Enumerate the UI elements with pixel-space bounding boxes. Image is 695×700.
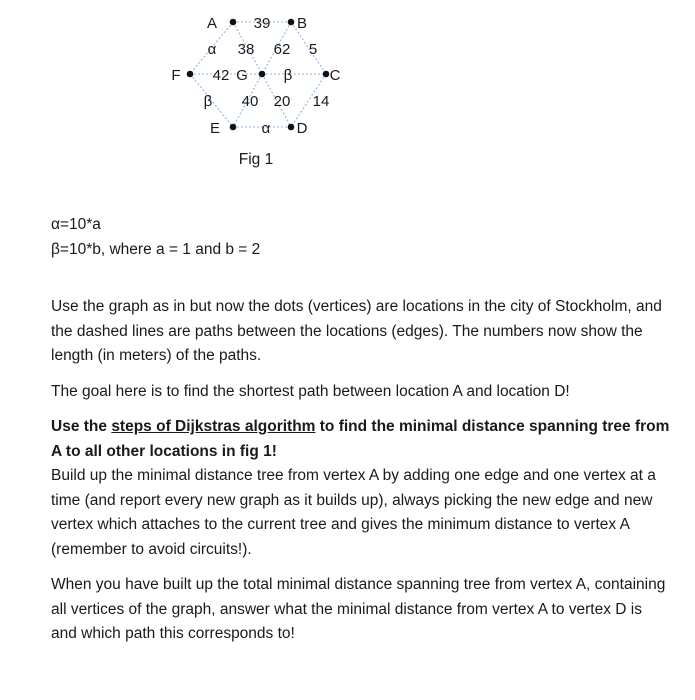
- paragraph-goal: The goal here is to find the shortest path between location A and location D!: [51, 382, 570, 400]
- paragraph-context: Use the graph as in but now the dots (vertices) are locations in the city of Stockholm, and the dashed lines are paths between the locations (edges). The numbers now show the length (in meters) of the paths.: [51, 298, 662, 364]
- vertex-A: [230, 19, 237, 26]
- edge-weight-GC: β: [283, 67, 293, 84]
- definitions: [51, 212, 260, 262]
- edge-weight-FE: β: [203, 93, 213, 110]
- paragraph-task: [51, 415, 671, 464]
- vertex-F: [187, 71, 194, 78]
- alpha-definition: α=10*a: [51, 216, 101, 233]
- vertex-label-D: D: [296, 120, 308, 137]
- problem-text: [51, 295, 671, 658]
- edge-weight-AG: 38: [237, 41, 255, 58]
- beta-definition: β=10*b, where a = 1 and b = 2: [51, 241, 261, 258]
- task-lead: Use the: [51, 418, 112, 435]
- edge-weight-ED: α: [261, 120, 271, 137]
- edge-weight-AB: 39: [253, 15, 271, 32]
- dijkstra-steps-reference: steps of Dijkstras algorithm: [111, 418, 316, 435]
- edge-weight-AF: α: [207, 41, 217, 58]
- edge-weight-GD: 20: [273, 93, 291, 110]
- edge-weight-CD: 14: [312, 93, 330, 110]
- vertex-label-C: C: [329, 67, 341, 84]
- vertex-label-A: A: [206, 15, 218, 32]
- edge-weight-BG: 62: [273, 41, 291, 58]
- vertex-label-B: B: [296, 15, 308, 32]
- edge-weight-FG: 42: [212, 67, 230, 84]
- vertex-label-F: F: [171, 67, 181, 84]
- vertex-D: [288, 124, 295, 131]
- vertex-label-G: G: [236, 67, 248, 84]
- paragraph-instructions: Build up the minimal distance tree from vertex A by adding one edge and one vertex at a time (and report every new graph as it builds up), always picking the new edge and new vertex which attaches to the current tree and gives the minimum distance to vertex A (remember to avoid circuits!).: [51, 467, 656, 558]
- figure-caption: Fig 1: [238, 151, 274, 168]
- edge-weight-BC: 5: [308, 41, 318, 58]
- vertex-G: [259, 71, 266, 78]
- vertex-label-E: E: [209, 120, 221, 137]
- edge-weight-GE: 40: [241, 93, 259, 110]
- task-tail: to find the minimal distance spanning tree from A to all other locations in fig 1!: [51, 418, 670, 460]
- vertex-E: [230, 124, 237, 131]
- vertex-C: [323, 71, 330, 78]
- paragraph-question: When you have built up the total minimal distance spanning tree from vertex A, containing all vertices of the graph, answer what the minimal distance from vertex A to vertex D is and which path this corresponds to!: [51, 576, 666, 642]
- vertex-B: [288, 19, 295, 26]
